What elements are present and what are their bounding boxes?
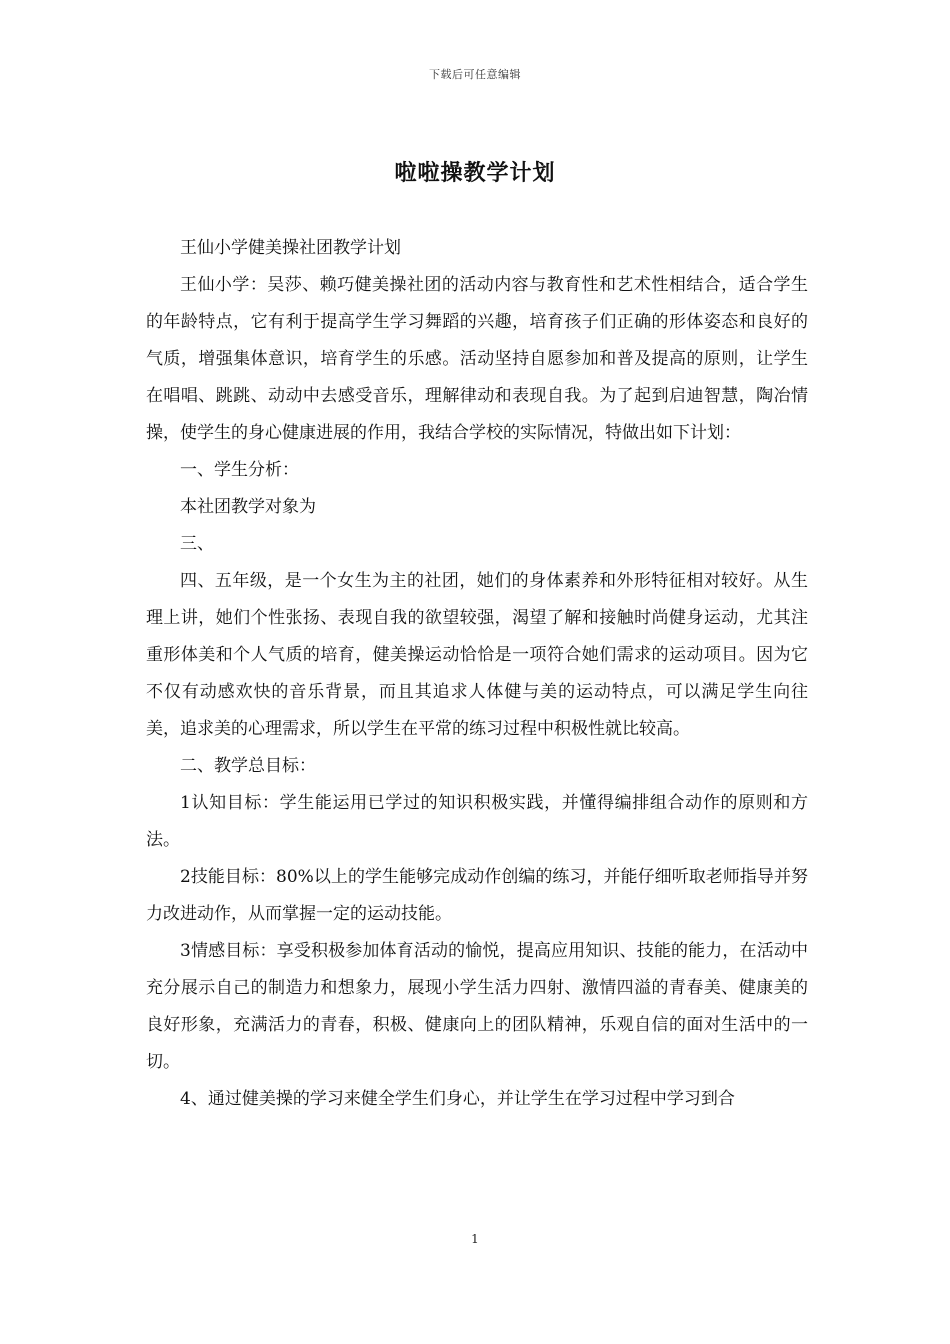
paragraph-goal-emotional: 3情感目标：享受积极参加体育活动的愉悦，提高应用知识、技能的能力，在活动中充分展示自己的制造力和想象力，展现小学生活力四射、激情四溢的青春美、健康美的良好形象，充满活力的青春，积极、健康向上的团队精神，乐观自信的面对生活中的一切。 bbox=[146, 941, 808, 1072]
paragraph-section-1-heading: 一、学生分析： bbox=[180, 460, 299, 480]
paragraph-grade-three: 三、 bbox=[180, 534, 214, 554]
paragraph-goal-cognitive: 1认知目标：学生能运用已学过的知识积极实践，并懂得编排组合动作的原则和方法。 bbox=[146, 793, 808, 850]
paragraph-goal-four: 4、通过健美操的学习来健全学生们身心，并让学生在学习过程中学习到合 bbox=[180, 1089, 735, 1109]
document-title: 啦啦操教学计划 bbox=[394, 160, 556, 186]
header-note: 下载后可任意编辑 bbox=[429, 68, 521, 81]
paragraph-target-students: 本社团教学对象为 bbox=[180, 497, 316, 517]
paragraph-section-2-heading: 二、教学总目标： bbox=[180, 756, 316, 776]
paragraph-intro: 王仙小学：吴莎、赖巧健美操社团的活动内容与教育性和艺术性相结合，适合学生的年龄特点，它有利于提高学生学习舞蹈的兴趣，培育孩子们正确的形体姿态和良好的气质，增强集体意识，培育学生的乐感。活动坚持自愿参加和普及提高的原则，让学生在唱唱、跳跳、动动中去感受音乐，理解律动和表现自我。为了起到启迪智慧，陶冶情操，使学生的身心健康进展的作用，我结合学校的实际情况，特做出如下计划： bbox=[146, 275, 808, 443]
page-number: 1 bbox=[471, 1232, 479, 1246]
paragraph-student-analysis: 四、五年级，是一个女生为主的社团，她们的身体素养和外形特征相对较好。从生理上讲，她们个性张扬、表现自我的欲望较强，渴望了解和接触时尚健身运动，尤其注重形体美和个人气质的培育，健美操运动恰恰是一项符合她们需求的运动项目。因为它不仅有动感欢快的音乐背景，而且其追求人体健与美的运动特点，可以满足学生向往美，追求美的心理需求，所以学生在平常的练习过程中积极性就比较高。 bbox=[146, 571, 808, 739]
document-body bbox=[146, 230, 808, 1118]
paragraph-subtitle: 王仙小学健美操社团教学计划 bbox=[180, 238, 401, 258]
paragraph-goal-skill: 2技能目标：80%以上的学生能够完成动作创编的练习，并能仔细听取老师指导并努力改进动作，从而掌握一定的运动技能。 bbox=[146, 867, 808, 924]
